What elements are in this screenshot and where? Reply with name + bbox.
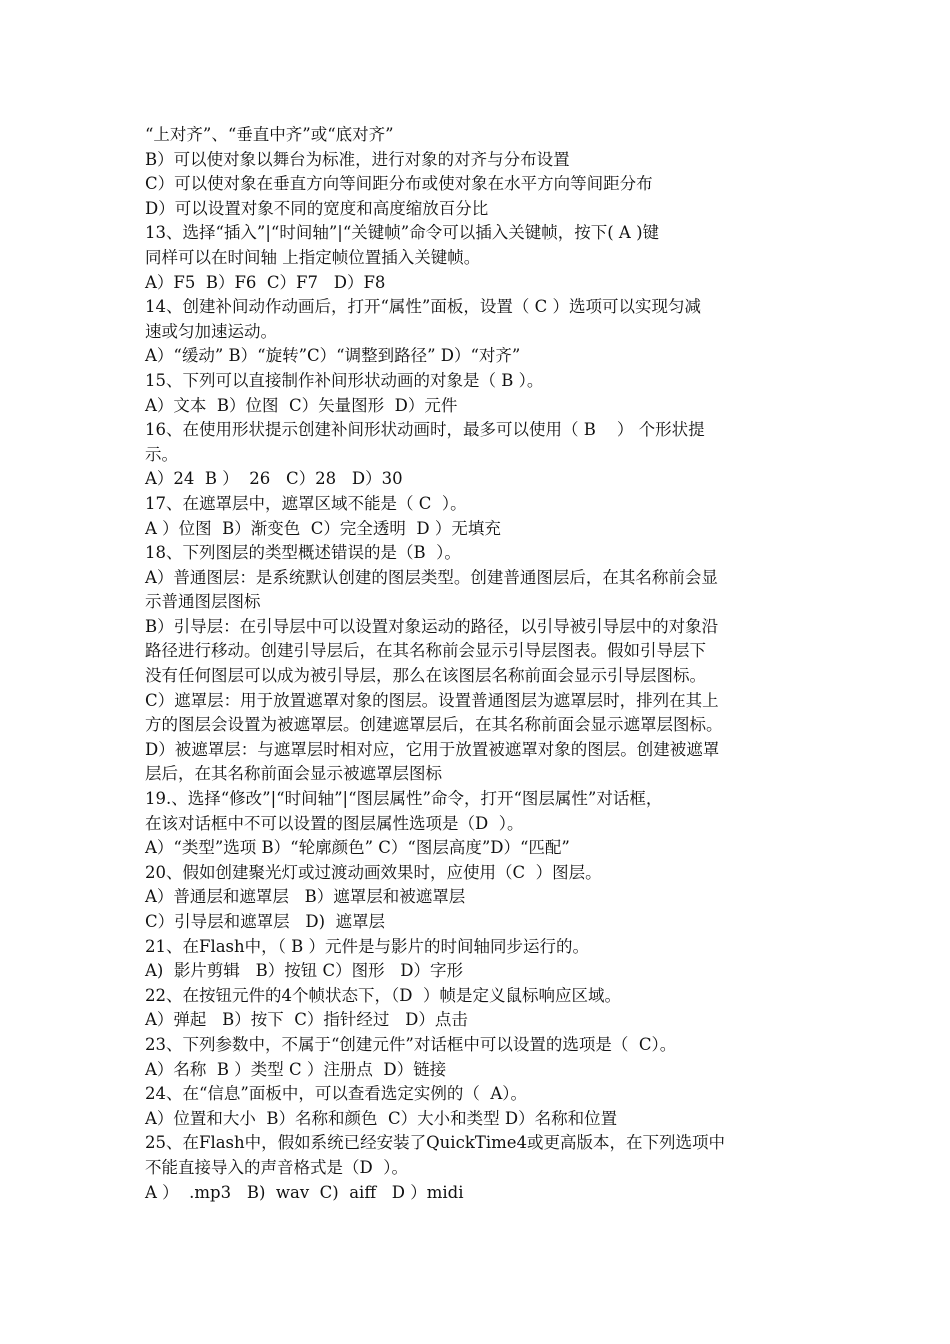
text-line: 示。	[145, 444, 178, 464]
text-line: A ）位图 B）渐变色 C）完全透明 D ）无填充	[145, 518, 501, 538]
text-line: C）引导层和遮罩层 D) 遮罩层	[145, 912, 386, 931]
text-line: C）遮罩层：用于放置遮罩对象的图层。设置普通图层为遮罩层时，排列在其上	[145, 690, 719, 710]
text-line: 方的图层会设置为被遮罩层。创建遮罩层后，在其名称前面会显示遮罩层图标。	[145, 715, 723, 735]
text-line: A）“类型”选项 B）“轮廓颜色” C）“图层高度”D）“匹配”	[145, 838, 570, 858]
text-line: A）文本 B）位图 C）矢量图形 D）元件	[145, 395, 458, 415]
text-line: 在该对话框中不可以设置的图层属性选项是（D ）。	[145, 813, 524, 833]
text-line: 19.、选择“修改”|“时间轴”|“图层属性”命令，打开“图层属性”对话框，	[145, 789, 663, 809]
text-line: 示普通图层图标	[145, 592, 261, 612]
text-line: A）弹起 B）按下 C）指针经过 D）点击	[145, 1010, 468, 1030]
text-line: 层后，在其名称前面会显示被遮罩层图标	[145, 764, 442, 784]
text-line: 17、在遮罩层中，遮罩区域不能是（ C ）。	[145, 493, 467, 513]
text-line: 24、在“信息”面板中，可以查看选定实例的（ A）。	[145, 1084, 528, 1104]
text-line: B）引导层：在引导层中可以设置对象运动的路径，以引导被引导层中的对象沿	[145, 616, 719, 636]
text-line: 没有任何图层可以成为被引导层，那么在该图层名称前面会显示引导层图标。	[145, 666, 706, 686]
text-line: 15、下列可以直接制作补间形状动画的对象是（ B ）。	[145, 370, 544, 390]
text-line: A）F5 B）F6 C）F7 D）F8	[145, 272, 386, 292]
text-line: 25、在Flash中，假如系统已经安装了QuickTime4或更高版本，在下列选项中	[145, 1133, 726, 1153]
text-line: 速或匀加速运动。	[145, 321, 277, 341]
text-line: A）位置和大小 B）名称和颜色 C）大小和类型 D）名称和位置	[145, 1108, 618, 1128]
text-line: 22、在按钮元件的4个帧状态下，（D ）帧是定义鼠标响应区域。	[145, 985, 621, 1005]
text-line: 21、在Flash中，（ B ）元件是与影片的时间轴同步运行的。	[145, 936, 590, 956]
text-line: D）被遮罩层：与遮罩层时相对应，它用于放置被遮罩对象的图层。创建被遮罩	[145, 739, 720, 759]
text-line: A）名称 B ）类型 C ）注册点 D）链接	[145, 1059, 447, 1079]
text-line: 14、创建补间动作动画后，打开“属性”面板，设置（ C ）选项可以实现匀减	[145, 297, 701, 317]
document-body	[145, 123, 835, 1205]
text-line: C）可以使对象在垂直方向等间距分布或使对象在水平方向等间距分布	[145, 174, 653, 194]
text-line: 路径进行移动。创建引导层后，在其名称前会显示引导层图表。假如引导层下	[145, 641, 706, 661]
text-line: “上对齐”、“垂直中齐”或“底对齐”	[145, 125, 394, 144]
text-line: 23、下列参数中，不属于“创建元件”对话框中可以设置的选项是（ C）。	[145, 1034, 677, 1054]
text-line: A）普通层和遮罩层 B）遮罩层和被遮罩层	[145, 887, 466, 907]
text-line: 13、选择“插入”|“时间轴”|“关键帧”命令可以插入关键帧，按下( A )键	[145, 223, 660, 243]
text-line: 16、在使用形状提示创建补间形状动画时，最多可以使用（ B ） 个形状提	[145, 420, 705, 440]
text-line: A ） .mp3 B) wav C) aiff D ）midi	[145, 1182, 464, 1202]
text-line: A) 影片剪辑 B）按钮 C）图形 D）字形	[145, 961, 464, 981]
text-line: 不能直接导入的声音格式是（D ）。	[145, 1157, 408, 1177]
text-line: A）24 B ） 26 C）28 D）30	[145, 469, 403, 489]
text-line: B）可以使对象以舞台为标准，进行对象的对齐与分布设置	[145, 149, 570, 169]
text-line: 同样可以在时间轴 上指定帧位置插入关键帧。	[145, 247, 481, 267]
text-line: A）普通图层：是系统默认创建的图层类型。创建普通图层后，在其名称前会显	[145, 567, 718, 587]
text-line: 20、假如创建聚光灯或过渡动画效果时，应使用（C ）图层。	[145, 862, 602, 882]
text-line: 18、下列图层的类型概述错误的是（B ）。	[145, 543, 461, 563]
text-line: D）可以设置对象不同的宽度和高度缩放百分比	[145, 198, 489, 218]
text-line: A）“缓动” B）“旋转”C）“调整到路径” D）“对齐”	[145, 346, 521, 366]
